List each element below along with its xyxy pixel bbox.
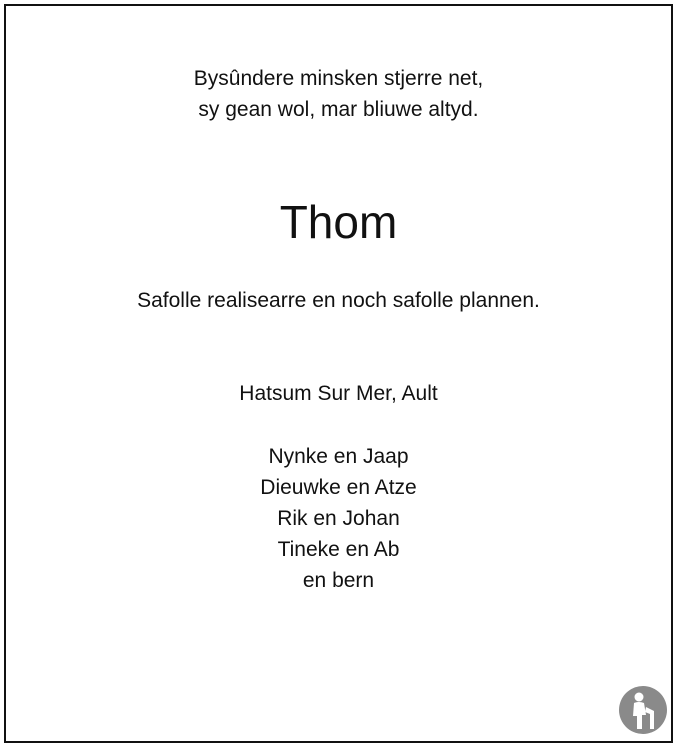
family-line-4: Tineke en Ab — [277, 538, 400, 561]
family-line-3: Rik en Johan — [277, 507, 400, 530]
poem-line-2: sy gean wol, mar bliuwe altyd. — [198, 98, 479, 121]
obituary-card — [4, 4, 673, 743]
tagline: Safolle realisearre en noch safolle plannen. — [137, 289, 540, 312]
deceased-name: Thom — [279, 196, 398, 248]
family-list — [6, 441, 671, 596]
place-line: Hatsum Sur Mer, Ault — [239, 382, 438, 405]
family-line-1: Nynke en Jaap — [268, 445, 409, 468]
poem — [6, 63, 671, 125]
family-line-5: en bern — [302, 569, 375, 592]
logo-head — [635, 693, 644, 702]
family-line-2: Dieuwke en Atze — [260, 476, 417, 499]
memorial-figure-icon — [618, 685, 668, 735]
poem-line-1: Bysûndere minsken stjerre net, — [193, 67, 484, 90]
